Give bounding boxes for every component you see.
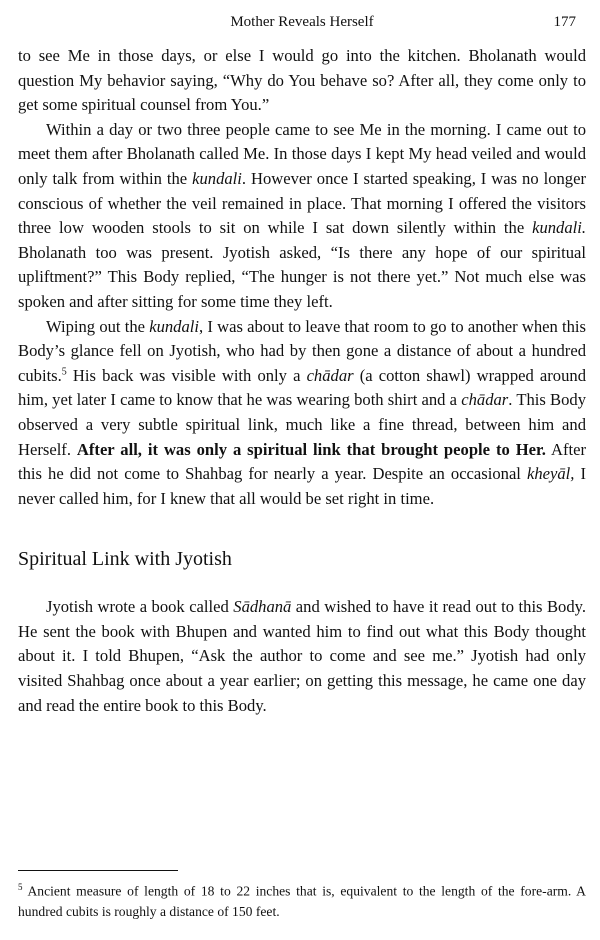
page-number: 177 — [553, 14, 576, 30]
footnote-reference[interactable]: 5 — [61, 366, 67, 378]
italic-term: chādar — [306, 365, 354, 385]
paragraph-4 — [18, 595, 586, 718]
paragraph-1: to see Me in those days, or else I would go into the kitchen. Bholanath would question My behavior saying, “Why do You behave so? After all, they come only to get some spiritual counsel from You.” — [18, 46, 586, 115]
bold-emphasis: After all, it was only a spiritual link that brought people to Her. — [76, 439, 546, 459]
italic-term: kundali — [192, 168, 242, 188]
running-title: Mother Reveals Herself — [230, 14, 374, 30]
section-heading: Spiritual Link with Jyotish — [18, 548, 232, 571]
text-run: Jyotish wrote a book called — [46, 597, 234, 617]
text-run: . However once I started speaking, I was no longer conscious of whether the veil remained in place. That morning I offered the visitors three low wooden stools to sit on while I sat down silently within the — [18, 168, 586, 238]
text-run: , I was about to leave that room to go to another when this Body’s glance fell on Jyotish, who had by then gone a distance of about a hundred cubits. — [18, 316, 586, 385]
text-run: (a cotton shawl) wrapped around him, yet later I came to know that he was wearing both shirt and a — [18, 365, 586, 410]
text-run: and wished to have it read out to this Body. He sent the book with Bhupen and wanted him to find out what this Body thought about it. I told Bhupen, “Ask the author to come and see me.” Jyotish had only visited Shahbag once about a year earlier; on getting this message, he came one day and read the entire book to this Body. — [18, 597, 587, 715]
footnote-marker: 5 — [18, 882, 23, 892]
footnote-text: Ancient measure of length of 18 to 22 inches that is, equivalent to the length of the fore-arm. A hundred cubits is roughly a distance of 150 feet. — [18, 883, 586, 919]
paragraph-2 — [18, 118, 586, 315]
italic-term: kundali — [149, 316, 199, 336]
footnote-divider — [18, 870, 178, 871]
italic-term: kundali. — [532, 218, 586, 238]
text-run: Wiping out the — [46, 316, 150, 336]
text-run: I never called him, for I knew that all would be set right in time. — [18, 464, 586, 508]
italic-term: kheyāl, — [526, 464, 575, 484]
italic-term: Sādhanā — [233, 597, 292, 617]
text-run: Bholanath too was present. Jyotish asked, “Is there any hope of our spiritual upliftment?” This Body replied, “The hunger is not there yet.” Not much else was spoken and after sitting for some time they left. — [18, 242, 586, 311]
footnote-5 — [18, 877, 586, 922]
paragraph-3 — [18, 315, 586, 512]
running-head — [18, 0, 586, 44]
text-run: His back was visible with only a — [66, 365, 307, 385]
text-run: After this he did not come to Shahbag for nearly a year. Despite an occasional — [18, 439, 586, 484]
italic-term: chādar — [461, 390, 509, 410]
text-run: . This Body observed a very subtle spiritual link, much like a fine thread, between him and Herself. — [18, 390, 586, 459]
text-run: Within a day or two three people came to see Me in the morning. I came out to meet them after Bholanath called Me. In those days I kept My head veiled and would only talk from within the — [18, 119, 586, 188]
footnote-area — [18, 870, 586, 922]
